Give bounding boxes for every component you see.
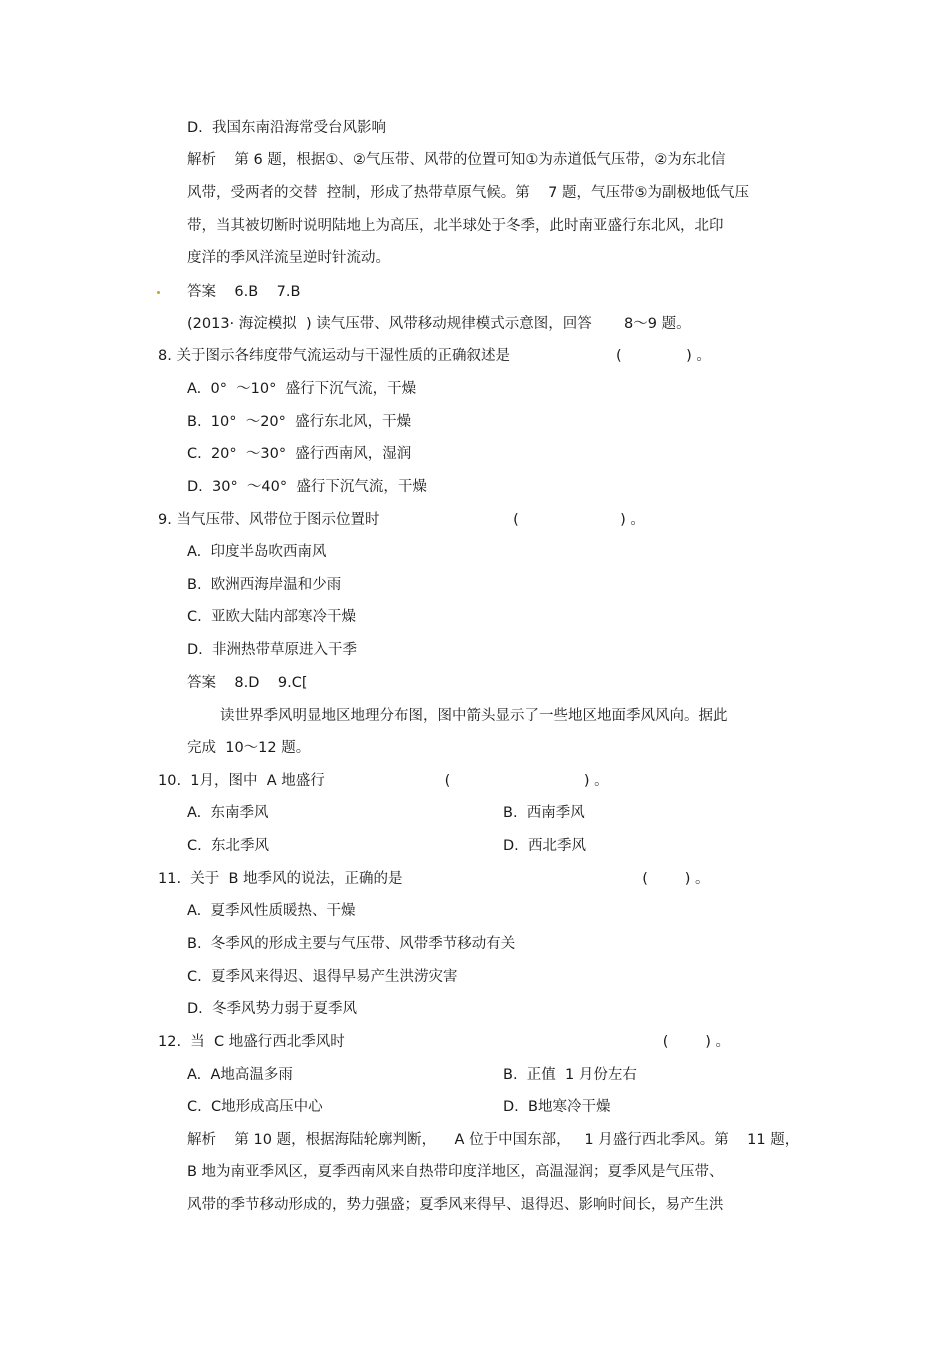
text-line: 完成 10～12 题。 [187,740,311,756]
text-line: 读世界季风明显地区地理分布图，图中箭头显示了一些地区地面季风风向。据此 [220,708,728,724]
text-line: C. 亚欧大陆内部寒冷干燥 [187,609,356,625]
text-line: D. 冬季风势力弱于夏季风 [187,1001,357,1017]
text-line: B 地为南亚季风区，夏季西南风来自热带印度洋地区，高温湿润；夏季风是气压带、 [187,1164,724,1180]
text-line: D. 非洲热带草原进入干季 [187,642,357,658]
text-line: B. 欧洲西海岸温和少雨 [187,577,342,593]
text-line: 答案 6.B 7.B [187,284,301,300]
text-line: (2013· 海淀模拟 ) 读气压带、风带移动规律模式示意图，回答 8～9 题。 [187,316,691,332]
text-line: 解析 第 10 题，根据海陆轮廓判断， A 位于中国东部， 1 月盛行西北季风。第 11 题， [187,1132,800,1148]
text-line: D. B地寒冷干燥 [503,1099,611,1115]
text-line: 11. 关于 B 地季风的说法，正确的是 ( ) 。 [158,871,710,887]
text-line: 风带的季节移动形成的，势力强盛；夏季风来得早、退得迟、影响时间长，易产生洪 [187,1197,724,1213]
text-line: C. 20° ～30° 盛行西南风，湿润 [187,446,412,462]
text-line: A. 印度半岛吹西南风 [187,544,327,560]
text-line: 答案 8.D 9.C[ [187,675,308,691]
text-line: B. 西南季风 [503,805,585,821]
text-line: B. 10° ～20° 盛行东北风，干燥 [187,414,412,430]
text-line: B. 冬季风的形成主要与气压带、风带季节移动有关 [187,936,516,952]
text-line: 9. 当气压带、风带位于图示位置时 ( ) 。 [158,512,645,528]
text-line: 10. 1月，图中 A 地盛行 ( ) 。 [158,773,609,789]
text-line: C. 东北季风 [187,838,269,854]
text-line: C. 夏季风来得迟、退得早易产生洪涝灾害 [187,969,458,985]
text-line: 解析 第 6 题，根据①、②气压带、风带的位置可知①为赤道低气压带，②为东北信 [187,152,726,168]
text-line: C. C地形成高压中心 [187,1099,323,1115]
text-line: D. 我国东南沿海常受台风影响 [187,120,386,136]
text-line: A. 东南季风 [187,805,269,821]
text-line: A. A地高温多雨 [187,1067,293,1083]
text-line: 带，当其被切断时说明陆地上为高压，北半球处于冬季，此时南亚盛行东北风，北印 [187,218,724,234]
text-line: 风带，受两者的交替 控制，形成了热带草原气候。第 7 题，气压带⑤为副极地低气压 [187,185,749,201]
text-line: 度洋的季风洋流呈逆时针流动。 [187,250,390,266]
decorative-dot [157,291,160,294]
text-line: A. 0° ～10° 盛行下沉气流，干燥 [187,381,417,397]
text-line: 8. 关于图示各纬度带气流运动与干湿性质的正确叙述是 ( ) 。 [158,348,711,364]
text-line: A. 夏季风性质暖热、干燥 [187,903,356,919]
text-line: B. 正值 1 月份左右 [503,1067,637,1083]
text-line: D. 30° ～40° 盛行下沉气流，干燥 [187,479,427,495]
text-line: 12. 当 C 地盛行西北季风时 ( ) 。 [158,1034,731,1050]
text-line: D. 西北季风 [503,838,586,854]
